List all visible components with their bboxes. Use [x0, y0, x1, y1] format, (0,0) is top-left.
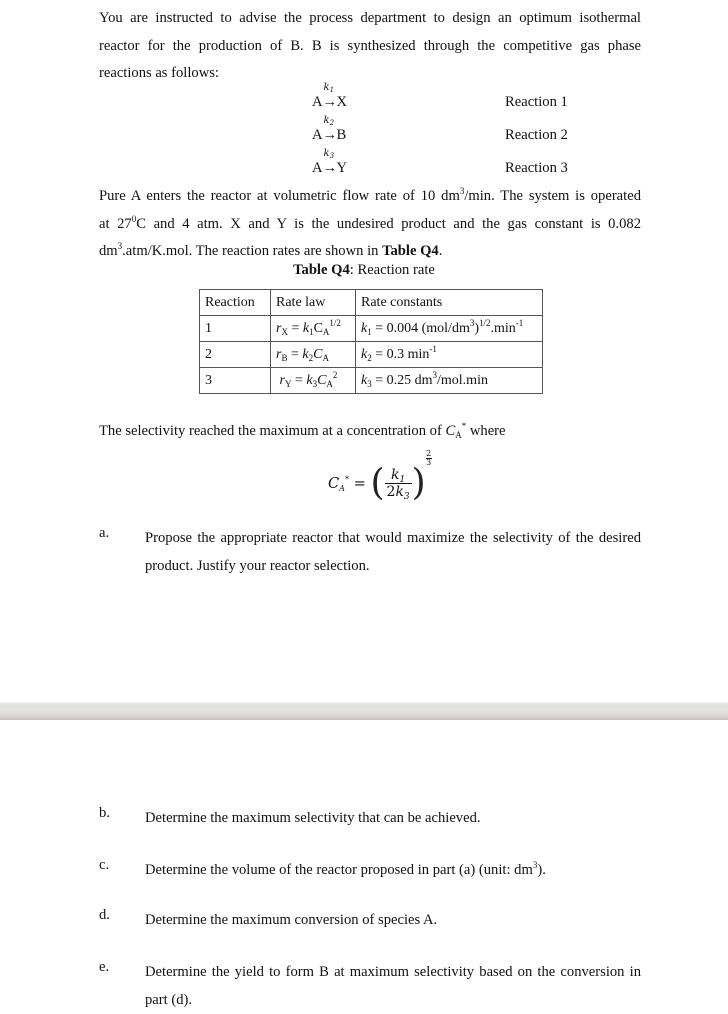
exponent-numerator: 2 [426, 450, 432, 458]
question-c [145, 857, 641, 885]
caption-text: : Reaction rate [350, 262, 435, 278]
conditions-paragraph [99, 183, 641, 266]
table-row [200, 368, 543, 394]
text: where [466, 423, 505, 439]
product: X [337, 94, 348, 110]
text: /min. The system is operated [464, 188, 641, 204]
text: dm [99, 243, 118, 259]
table-reference: Table Q4 [382, 243, 439, 259]
question-d: Determine the maximum conversion of species A. [145, 907, 641, 935]
product: Y [337, 160, 348, 176]
arrow-icon: → $k_3$ [323, 160, 337, 177]
question-e [145, 959, 641, 1014]
question-line: Determine the yield to form B at maximum selectivity based on the conversion in [145, 959, 641, 987]
question-line: part (d). [145, 987, 641, 1014]
question-letter-e: e. [99, 959, 109, 976]
cell-rate-constant: $k_3 = 0.25$ $dm^3/mol.\min$ [356, 368, 543, 394]
cell-reaction: 3 [200, 368, 271, 394]
text: . [439, 243, 443, 259]
cell-reaction: 2 [200, 342, 271, 368]
superscript: 3 [460, 186, 465, 196]
question-a [145, 525, 641, 580]
conditions-line-2 [99, 211, 641, 239]
rate-constant-symbol: k [324, 148, 330, 159]
intro-paragraph [99, 5, 641, 88]
question-b: Determine the maximum selectivity that can be achieved. [145, 805, 641, 833]
question-letter-c: c. [99, 857, 109, 874]
text: C and 4 atm. X and Y is the undesired product and the gas constant is 0.082 [136, 216, 641, 232]
intro-line: reactions as follows: [99, 60, 641, 88]
table-row [200, 316, 543, 342]
selectivity-sentence: The selectivity reached the maximum at a concentration of $C_A^*$ where [99, 423, 506, 440]
header-reaction: Reaction [200, 290, 271, 316]
intro-line: reactor for the production of B. B is synthesized through the competitive gas phase [99, 33, 641, 61]
reaction-rate-table [199, 289, 543, 394]
rate-constant-subscript: 1 [330, 86, 334, 94]
rate-constant-subscript: 2 [330, 119, 334, 127]
text: The selectivity reached the maximum at a concentration of [99, 423, 445, 439]
intro-line: You are instructed to advise the process department to design an optimum isothermal [99, 5, 641, 33]
text: Determine the volume of the reactor proposed in part (a) (unit: dm [145, 862, 533, 878]
reactant: A [312, 160, 323, 176]
conditions-line-1 [99, 183, 641, 211]
reaction-label-1: Reaction 1 [505, 94, 568, 111]
reaction-label-3: Reaction 3 [505, 160, 568, 177]
question-line: Propose the appropriate reactor that would maximize the selectivity of the desired [145, 525, 641, 553]
cell-reaction: 1 [200, 316, 271, 342]
arrow-icon: → $k_1$ [323, 94, 337, 111]
arrow-icon: → $k_2$ [323, 127, 337, 144]
question-line: product. Justify your reactor selection. [145, 553, 641, 581]
table-header-row [200, 290, 543, 316]
page-divider [0, 702, 728, 720]
superscript: 3 [533, 860, 538, 870]
exponent [426, 450, 432, 467]
cell-rate-constant: $k_2 = 0.3$ $\min^{-1}$ [356, 342, 543, 368]
reaction-label-2: Reaction 2 [505, 127, 568, 144]
superscript: 3 [118, 241, 123, 251]
question-letter-d: d. [99, 907, 110, 924]
header-rate-constants: Rate constants [356, 290, 543, 316]
reaction-equation-2 [312, 127, 346, 144]
rate-constant-symbol: k [324, 115, 330, 126]
cell-rate-law: $r_Y = k_3C_A^2$ [271, 368, 356, 394]
selectivity-formula: $C_A^*$ = ( $\frac{k_1}{2k_3}$ ) $\frac{2}{3}$ [328, 450, 432, 504]
table-row [200, 342, 543, 368]
table-caption [0, 262, 728, 279]
question-letter-b: b. [99, 805, 110, 822]
superscript: 0 [132, 214, 137, 224]
reactant: A [312, 94, 323, 110]
question-letter-a: a. [99, 525, 109, 542]
header-rate-law: Rate law [271, 290, 356, 316]
rate-constant-subscript: 3 [330, 152, 334, 160]
text: at 27 [99, 216, 132, 232]
product: B [337, 127, 347, 143]
reactant: A [312, 127, 323, 143]
text: ). [537, 862, 546, 878]
cell-rate-law: $r_X = k_1C_A^{1/2}$ [271, 316, 356, 342]
exponent-denominator: 3 [426, 459, 432, 467]
text: Pure A enters the reactor at volumetric flow rate of 10 dm [99, 188, 460, 204]
cell-rate-law: $r_B = k_2C_A$ [271, 342, 356, 368]
caption-label: Table Q4 [293, 262, 350, 278]
fraction: $\frac{k_1}{2k_3}$ [385, 467, 412, 500]
text: .atm/K.mol. The reaction rates are shown in [122, 243, 382, 259]
reaction-equation-1 [312, 94, 347, 111]
reaction-equation-3 [312, 160, 347, 177]
cell-rate-constant: $k_1 = 0.004$ $(mol/dm^3)^{1/2}.\min^{-1}$ [356, 316, 543, 342]
rate-constant-symbol: k [324, 82, 330, 93]
